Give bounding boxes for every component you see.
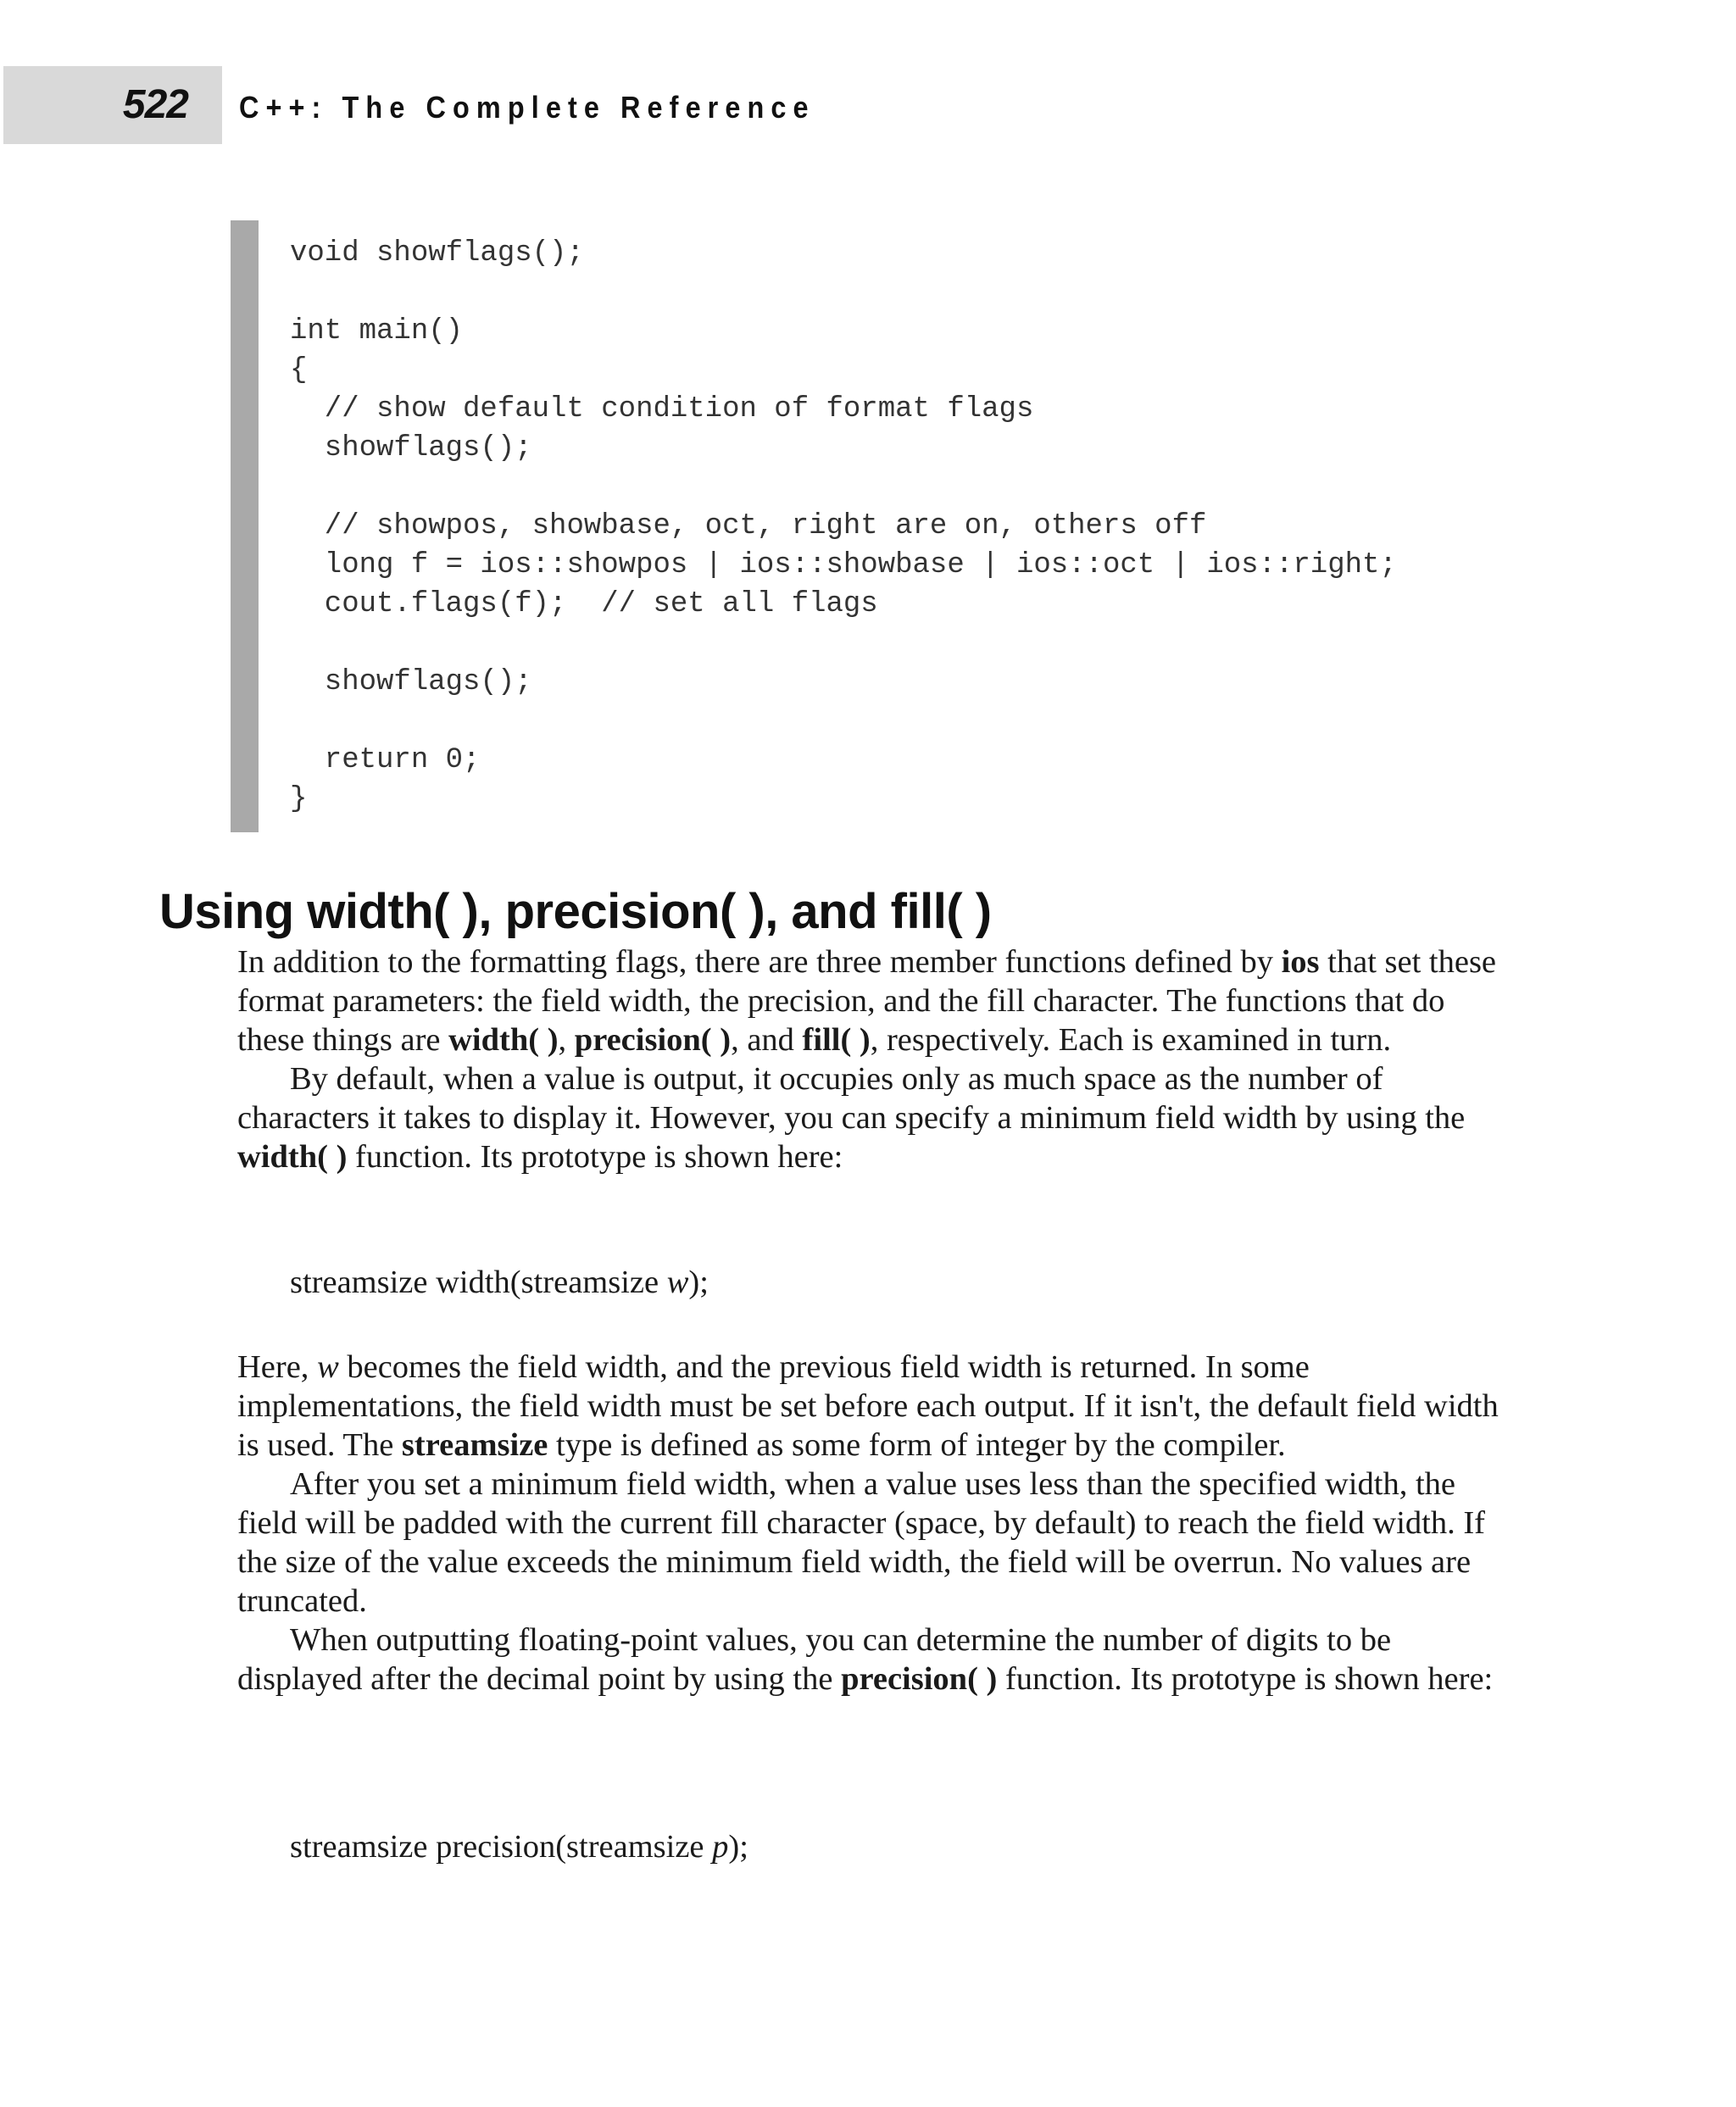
prototype-width — [290, 1263, 709, 1302]
code-line: long f = ios::showpos | ios::showbase | ios::oct | ios::right; — [290, 549, 1397, 581]
code-line: { — [290, 354, 308, 386]
code-block — [290, 234, 1397, 819]
text-run: streamsize width(streamsize — [290, 1265, 667, 1300]
bold-term: ios — [1281, 944, 1320, 980]
paragraph-intro — [237, 942, 1509, 1059]
bold-term: width( ) — [237, 1139, 348, 1175]
text-run: By default, when a value is output, it occupies only as much space as the number of characters it takes to display it. However, you can specify a minimum field width by using the — [237, 1061, 1466, 1136]
code-line — [290, 624, 1397, 663]
page-number-box — [3, 66, 222, 144]
bold-term: precision( ) — [841, 1661, 998, 1697]
text-run: , and — [731, 1022, 803, 1058]
code-block-bar — [231, 220, 259, 832]
text-run: , respectively. Each is examined in turn. — [870, 1022, 1392, 1058]
text-run: becomes the field width, and the previous field width is returned. In some implementations, the field width must be set before each output. If it isn't, the default field width is used. The — [237, 1349, 1499, 1463]
text-run: that set these format parameters: the field width, the precision, and the fill character. The functions that do these things are — [237, 944, 1497, 1058]
italic-param: p — [712, 1829, 729, 1865]
bold-term: fill( ) — [802, 1022, 871, 1058]
text-run: After you set a minimum field width, when a value uses less than the specified width, the field will be padded with the current fill character (space, by default) to reach the field width. If the size of the value exceeds the minimum field width, the field will be overrun. No values are truncated. — [237, 1466, 1486, 1619]
text-run: In addition to the formatting flags, there are three member functions defined by — [237, 944, 1282, 980]
code-line: showflags(); — [290, 666, 532, 698]
book-title: C++: The Complete Reference — [239, 90, 815, 125]
page-number: 522 — [122, 82, 188, 127]
text-run: Here, — [237, 1349, 318, 1385]
text-run: When outputting floating-point values, you can determine the number of digits to be displayed after the decimal point by using the — [237, 1622, 1392, 1697]
code-line: } — [290, 783, 308, 815]
code-line: return 0; — [290, 744, 481, 776]
code-line: void showflags(); — [290, 237, 584, 270]
text-run: ); — [728, 1829, 748, 1865]
paragraph-padding — [237, 1465, 1509, 1621]
paragraph-width — [237, 1059, 1509, 1176]
bold-term: streamsize — [401, 1427, 548, 1463]
text-run: function. Its prototype is shown here: — [997, 1661, 1494, 1697]
italic-param: w — [666, 1265, 689, 1300]
text-run: type is defined as some form of integer by the compiler. — [548, 1427, 1286, 1463]
code-line: // showpos, showbase, oct, right are on, others off — [290, 510, 1207, 542]
code-line — [290, 273, 1397, 312]
section-heading: Using width( ), precision( ), and fill( ) — [159, 884, 992, 939]
body-block-2 — [237, 1348, 1509, 1698]
code-line: showflags(); — [290, 432, 532, 464]
code-line: cout.flags(f); // set all flags — [290, 588, 878, 620]
prototype-precision — [290, 1827, 748, 1866]
text-run: function. Its prototype is shown here: — [347, 1139, 843, 1175]
code-line: int main() — [290, 315, 464, 347]
paragraph-here — [237, 1348, 1509, 1465]
code-line — [290, 702, 1397, 741]
bold-term: precision( ) — [574, 1022, 732, 1058]
text-run: streamsize precision(streamsize — [290, 1829, 713, 1865]
paragraph-precision — [237, 1621, 1509, 1698]
italic-param: w — [317, 1349, 339, 1385]
bold-term: width( ) — [448, 1022, 559, 1058]
text-run: ); — [688, 1265, 709, 1300]
text-run: , — [558, 1022, 575, 1058]
page-header — [0, 66, 1736, 144]
code-line: // show default condition of format flags — [290, 393, 1034, 425]
body-block-1 — [237, 942, 1509, 1176]
code-line — [290, 468, 1397, 507]
